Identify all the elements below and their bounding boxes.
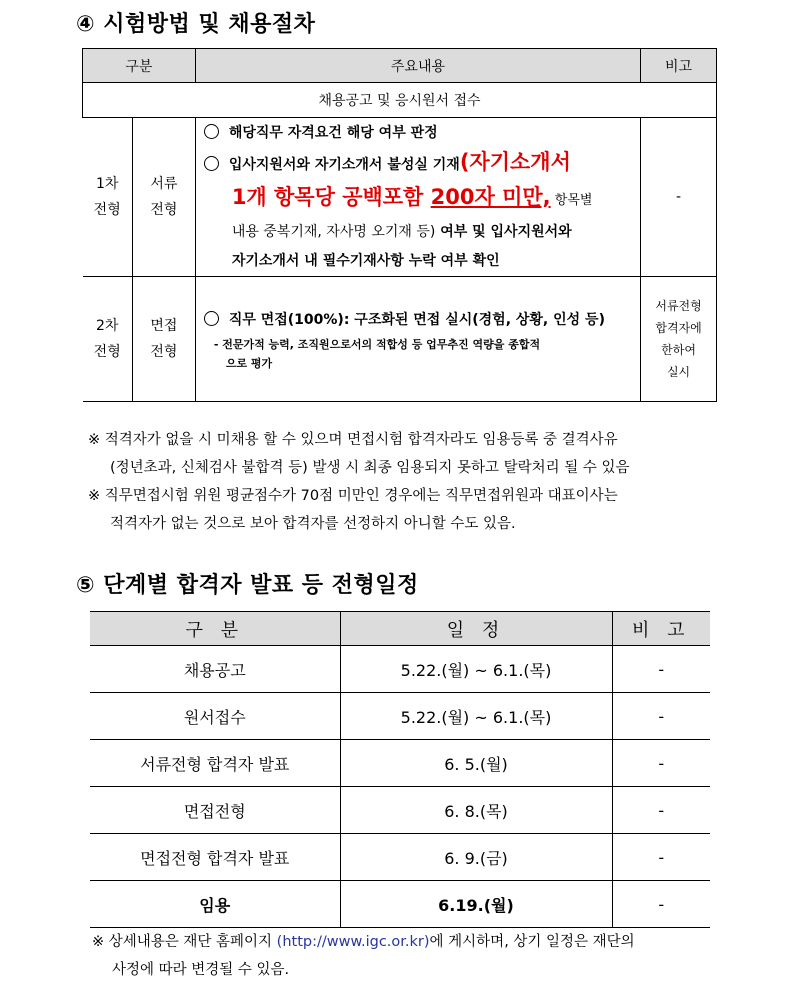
circle-bullet-icon [204, 124, 219, 139]
stage-2-content: 직무 면접(100%): 구조화된 면접 실시(경험, 상황, 인성 등) - 전문가적 능력, 조직원으로서의 적합성 등 업무추진 역량을 종합적 으로 평가 [195, 277, 640, 402]
stage-1-type: 서류 전형 [132, 118, 195, 277]
homepage-link[interactable]: (http://www.igc.or.kr) [276, 934, 430, 950]
stage-1-remarks: - [641, 118, 717, 277]
schedule-table [90, 611, 710, 928]
header-remarks: 비고 [641, 49, 717, 83]
table-row: 면접전형 6. 8.(목) - [90, 787, 710, 834]
section-5-title: ⑤ 단계별 합격자 발표 등 전형일정 [76, 573, 419, 598]
stage-1-label: 1차 전형 [83, 118, 133, 277]
header-schedule: 일 정 [340, 612, 612, 646]
header-remarks: 비 고 [612, 612, 710, 646]
table-row: 채용공고 5.22.(월) ~ 6.1.(목) - [90, 646, 710, 693]
footnote: ※ 상세내용은 재단 홈페이지 (http://www.igc.or.kr)에 게시하며, 상기 일정은 재단의 사정에 따라 변경될 수 있음. [92, 934, 635, 978]
stage-2-type: 면접 전형 [132, 277, 195, 402]
intake-row: 채용공고 및 응시원서 접수 [83, 83, 717, 118]
note-disqualification: ※ 적격자가 없을 시 미채용 할 수 있으며 면접시험 합격자라도 임용등록 중 결격사유 (정년초과, 신체검사 불합격 등) 발생 시 최종 임용되지 못하고 탈락처리 될 수 있음 [88, 432, 630, 476]
header-category: 구 분 [90, 612, 340, 646]
stage-1-content: 해당직무 자격요건 해당 여부 판정 입사지원서와 자기소개서 불성실 기재(자기소개서 1개 항목당 공백포함 200자 미만, 항목별 내용 중복기재, 자사명 오기재 등) 여부 및 입사지원서와 자기소개서 내 필수기재사항 누락 여부 확인 [195, 118, 640, 277]
section-4-title: ④ 시험방법 및 채용절차 [76, 12, 316, 37]
header-category: 구분 [83, 49, 196, 83]
note-interview-score: ※ 직무면접시험 위원 평균점수가 70점 미만인 경우에는 직무면접위원과 대표이사는 적격자가 없는 것으로 보아 합격자를 선정하지 아니할 수도 있음. [88, 488, 618, 532]
circle-bullet-icon [204, 311, 219, 326]
char-limit-highlight: 1개 항목당 공백포함 200자 미만, [231, 184, 551, 209]
screening-procedure-table [82, 48, 717, 402]
table-row: 서류전형 합격자 발표 6. 5.(월) - [90, 740, 710, 787]
table-row: 임용 6.19.(월) - [90, 881, 710, 928]
table-row: 면접전형 합격자 발표 6. 9.(금) - [90, 834, 710, 881]
stage-2-label: 2차 전형 [83, 277, 133, 402]
circle-bullet-icon [204, 156, 219, 171]
stage-2-remarks: 서류전형 합격자에 한하여 실시 [641, 277, 717, 402]
table-row: 원서접수 5.22.(월) ~ 6.1.(목) - [90, 693, 710, 740]
header-main-content: 주요내용 [195, 49, 640, 83]
